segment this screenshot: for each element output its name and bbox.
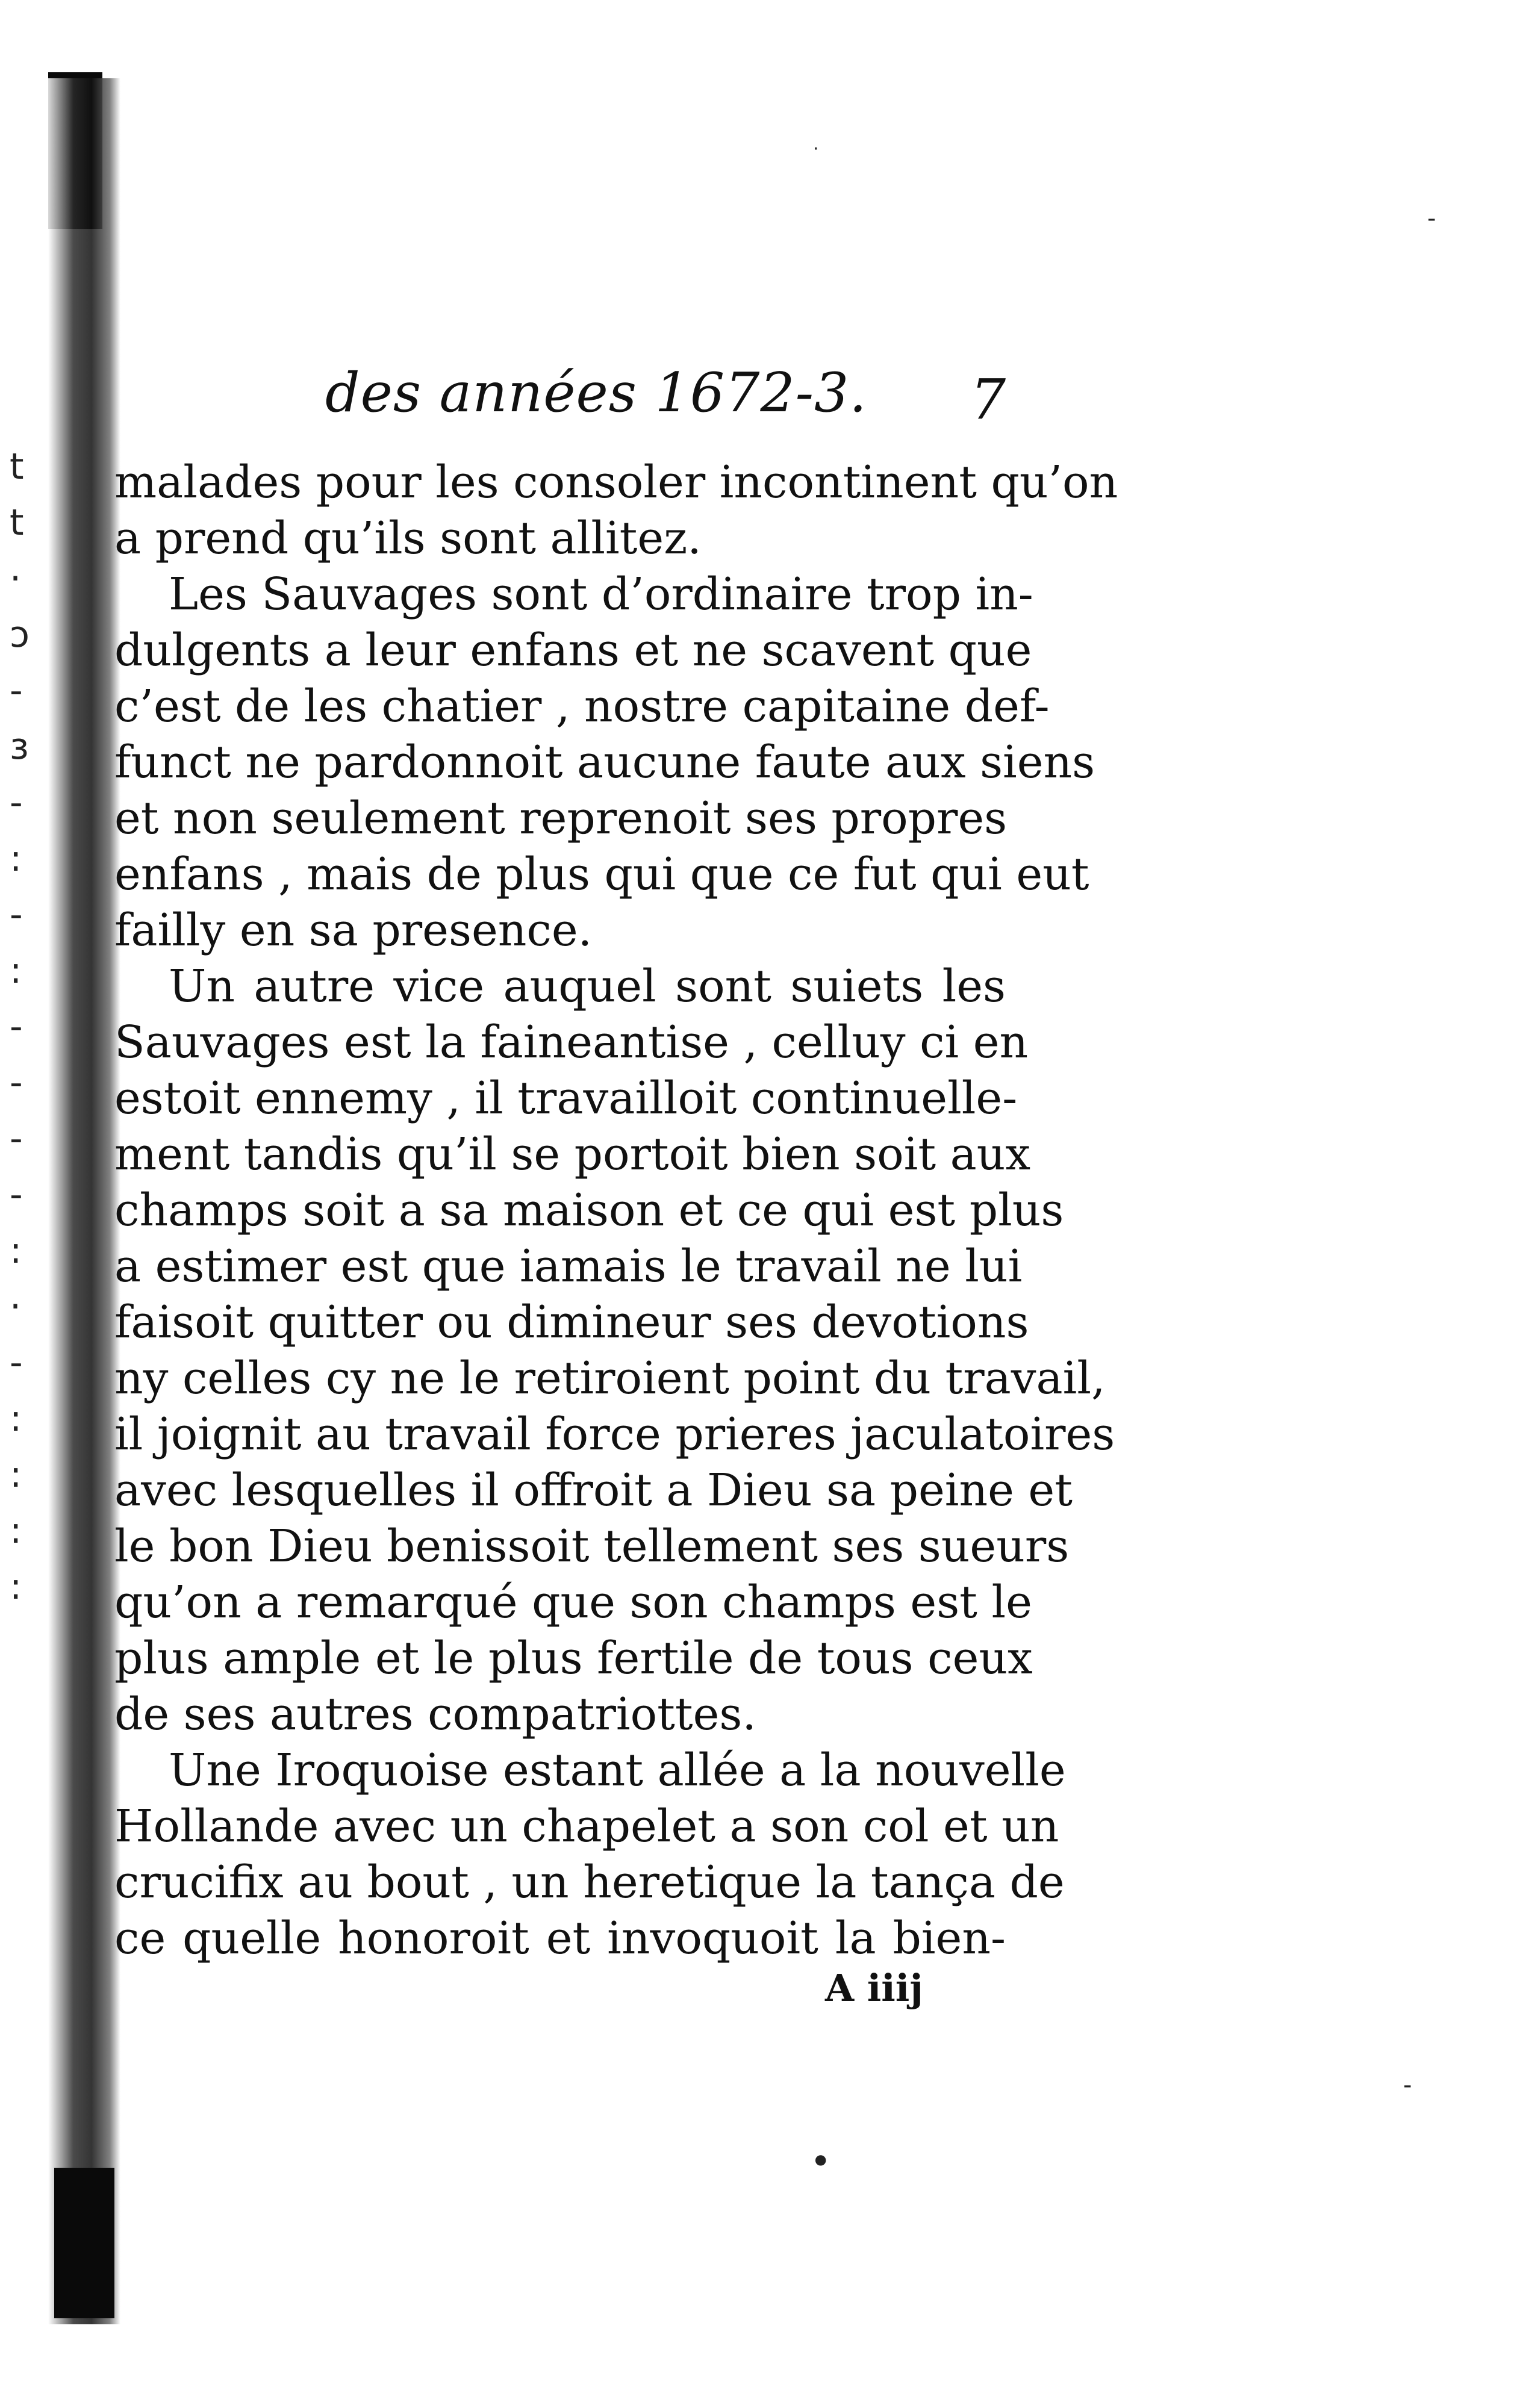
- text-line: Un autre vice auquel sont suiets les: [169, 960, 1006, 1012]
- text-line: a estimer est que iamais le travail ne lui: [114, 1240, 1023, 1292]
- bleed-mark: -: [10, 1342, 23, 1384]
- text-line: Une Iroquoise estant allée a la nouvelle: [169, 1744, 1066, 1796]
- text-line: il joignit au travail force prieres jaculatoires: [114, 1408, 1115, 1460]
- bleed-mark: t: [10, 502, 24, 544]
- text-line: c’est de les chatier , nostre capitaine def-: [114, 680, 1050, 732]
- text-line: enfans , mais de plus qui que ce fut qui eut: [114, 848, 1089, 900]
- text-line: ment tandis qu’il se portoit bien soit aux: [114, 1128, 1031, 1180]
- bleed-mark: -: [10, 894, 23, 936]
- bleed-mark: -: [10, 670, 23, 712]
- stray-mark: -: [1403, 2071, 1412, 2099]
- text-line: faisoit quitter ou dimineur ses devotions: [114, 1296, 1029, 1348]
- text-line: champs soit a sa maison et ce qui est plus: [114, 1184, 1064, 1236]
- page-header: [325, 361, 1006, 452]
- text-line: Sauvages est la faineantise , celluy ci en: [114, 1016, 1029, 1068]
- text-line: plus ample et le plus fertile de tous ceux: [114, 1632, 1033, 1684]
- page-number: 7: [970, 367, 1006, 432]
- stray-mark: •: [810, 2141, 832, 2183]
- bleed-mark: :: [10, 838, 22, 880]
- text-line: malades pour les consoler incontinent qu’on: [114, 456, 1118, 508]
- text-line: ny celles cy ne le retiroient point du travail,: [114, 1352, 1106, 1404]
- bleed-mark: -: [10, 1006, 23, 1048]
- text-line: crucifix au bout , un heretique la tança de: [114, 1856, 1065, 1908]
- text-line: estoit ennemy , il travailloit continuelle-: [114, 1072, 1018, 1124]
- bleed-mark: :: [10, 950, 22, 992]
- stray-mark: ·: [813, 138, 819, 160]
- bleed-mark: t: [10, 446, 24, 488]
- bleed-mark: :: [10, 1566, 22, 1608]
- text-line: a prend qu’ils sont allitez.: [114, 512, 702, 564]
- text-line: funct ne pardonnoit aucune faute aux siens: [114, 736, 1095, 788]
- bleed-mark: -: [10, 1062, 23, 1104]
- stray-mark: -: [1427, 205, 1436, 232]
- text-line: le bon Dieu benissoit tellement ses sueurs: [114, 1520, 1070, 1572]
- text-line: Les Sauvages sont d’ordinaire trop in-: [169, 568, 1033, 620]
- text-line: et non seulement reprenoit ses propres: [114, 792, 1008, 844]
- text-line: qu’on a remarqué que son champs est le: [114, 1576, 1032, 1628]
- running-title: des années 1672-3.: [325, 361, 867, 425]
- bleed-mark: -: [10, 1174, 23, 1216]
- text-line: failly en sa presence.: [114, 904, 593, 956]
- bleed-mark: -: [10, 782, 23, 824]
- body-text: [114, 455, 1118, 1967]
- binding-shadow-bottom: [54, 2168, 114, 2318]
- text-line: dulgents a leur enfans et ne scavent que: [114, 624, 1032, 676]
- binding-shadow: [48, 78, 120, 2324]
- bleed-mark: :: [10, 1398, 22, 1440]
- text-line: ce quelle honoroit et invoquoit la bien-: [114, 1912, 1006, 1964]
- bleed-mark: :: [10, 1454, 22, 1496]
- bleed-mark: :: [10, 1230, 22, 1272]
- text-line: avec lesquelles il offroit a Dieu sa peine et: [114, 1464, 1073, 1516]
- bleed-mark: ɜ: [10, 726, 29, 768]
- text-line: de ses autres compatriottes.: [114, 1688, 756, 1740]
- bleed-mark: ɔ: [10, 614, 30, 656]
- bleed-mark: ·: [10, 558, 22, 600]
- bleed-mark: -: [10, 1118, 23, 1160]
- bleed-mark: ·: [10, 1286, 22, 1328]
- signature-mark: A iiij: [825, 1966, 923, 2010]
- bleed-mark: :: [10, 1510, 22, 1552]
- text-line: Hollande avec un chapelet a son col et un: [114, 1800, 1059, 1852]
